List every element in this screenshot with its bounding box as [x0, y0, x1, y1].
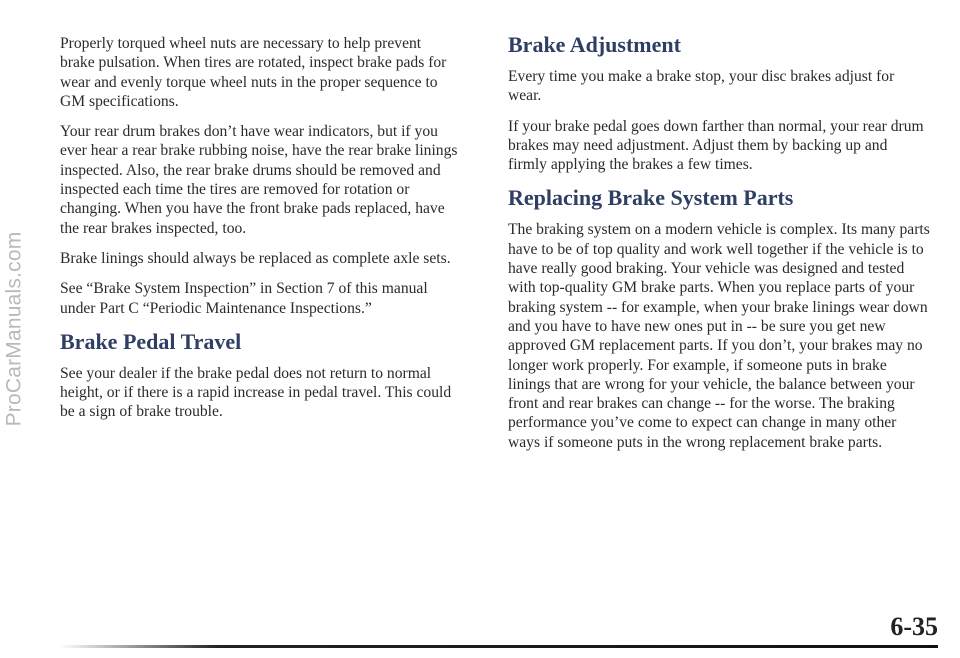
page-number: 6-35 — [890, 612, 938, 641]
see-inspection-paragraph: See “Brake System Inspection” in Section 7 of this manual under Part C “Periodic Maintenance Inspections.” — [60, 280, 428, 317]
footer-rule — [60, 645, 938, 648]
pedal-travel-paragraph: See your dealer if the brake pedal does not return to normal height, or if there is a rapid increase in pedal travel. This could be a sign of brake trouble. — [60, 364, 452, 421]
wheel-nuts-paragraph: Properly torqued wheel nuts are necessary to help prevent brake pulsation. When tires are rotated, inspect brake pads for wear and evenly torque wheel nuts in the proper sequence to GM specifications. — [60, 35, 447, 110]
pedal-farther-paragraph: If your brake pedal goes down farther than normal, your rear drum brakes may need adjustment. Adjust them by backing up and firmly applying the brakes a few times. — [508, 117, 924, 174]
brake-adjustment-heading: Brake Adjustment — [508, 32, 681, 57]
replacing-parts-heading: Replacing Brake System Parts — [508, 185, 794, 211]
linings-paragraph: Brake linings should always be replaced as complete axle sets. — [60, 249, 451, 267]
brake-pedal-travel-heading: Brake Pedal Travel — [60, 328, 242, 354]
watermark-text: ProCarManuals.com — [2, 231, 25, 427]
right-column — [508, 32, 930, 463]
watermark — [0, 0, 28, 658]
left-column — [60, 34, 458, 433]
disc-brakes-paragraph: Every time you make a brake stop, your disc brakes adjust for wear. — [508, 68, 895, 105]
rear-drum-paragraph: Your rear drum brakes don’t have wear indicators, but if you ever hear a rear brake rubbing noise, have the rear brake linings inspected. Also, the rear brake drums should be removed and inspected each time the tires are removed for rotation or changing. When you have the front brake pads replaced, have the rear brakes inspected, too. — [60, 123, 458, 237]
braking-system-paragraph: The braking system on a modern vehicle is complex. Its many parts have to be of top quality and work well together if the vehicle is to have really good braking. Your vehicle was designed and tested with top-quality GM brake parts. When you replace parts of your braking system -- for example, when your brake linings wear down and you have to have new ones put in -- be sure you get new approved GM replacement parts. If you don’t, your brakes may no longer work properly. For example, if someone puts in brake linings that are wrong for your vehicle, the balance between your front and rear brakes can change -- for the worse. The braking performance you’ve come to expect can change in many other ways if someone puts in the wrong replacement brake parts. — [508, 221, 930, 451]
